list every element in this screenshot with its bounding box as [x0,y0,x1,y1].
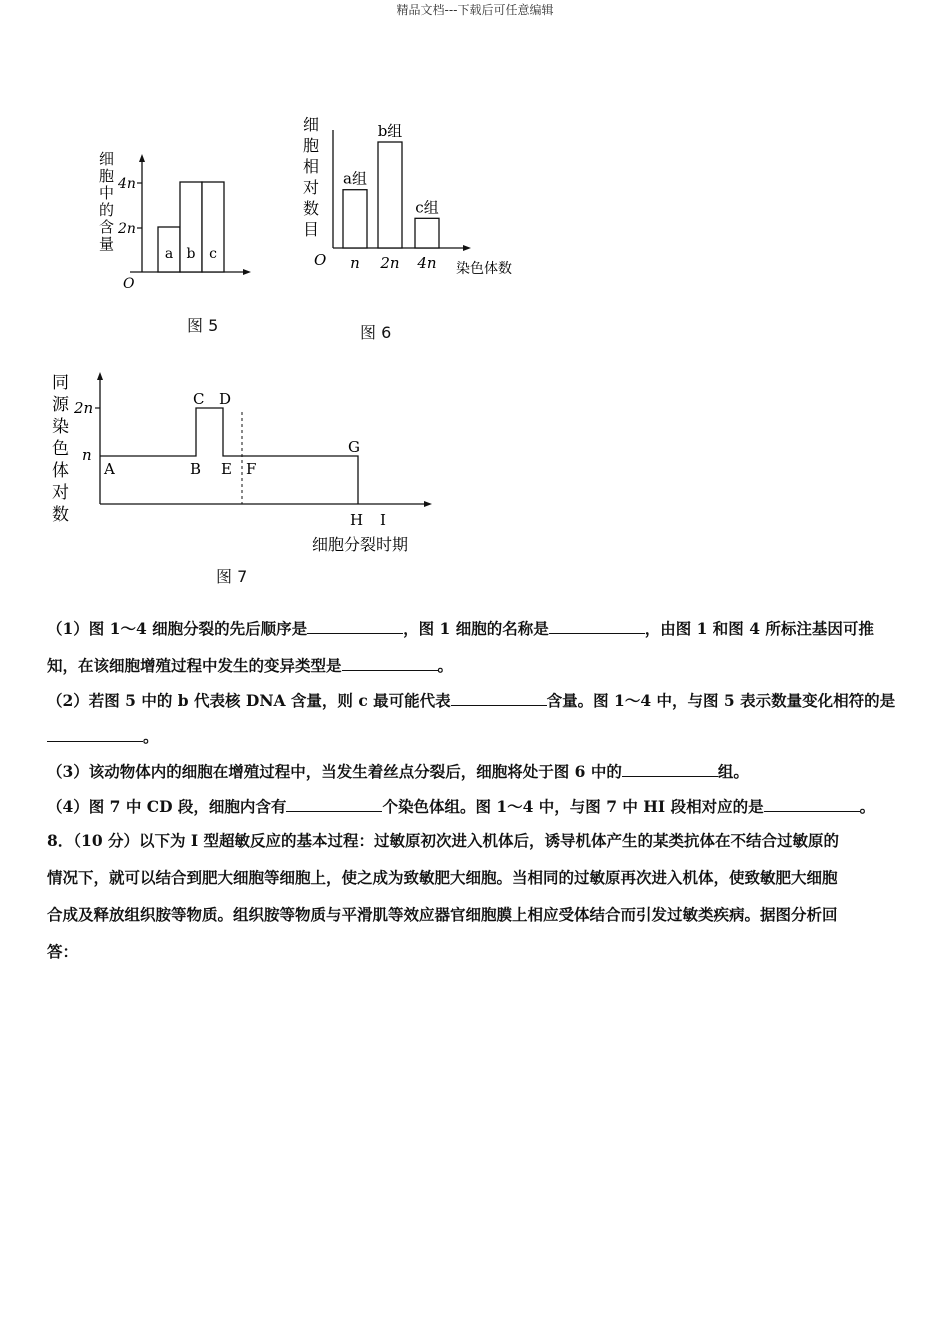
fig7-point-G: G [348,438,360,456]
fig7-point-E: E [221,460,232,478]
fig6-caption: 图 6 [360,323,392,342]
fig7-tick-n: n [82,446,92,464]
fig6-bar [378,142,402,248]
fig7-y-arrow [97,372,103,380]
fig6-bar-label: a组 [343,169,367,188]
fig5-ylabel-char: 含 [99,218,115,236]
fig7-ylabel-char: 体 [52,461,69,481]
fig6-ylabel-char: 对 [303,178,320,197]
fig5-bar-label: c [209,246,217,262]
fig7-point-A: A [104,460,115,478]
fig6-ylabel-char: 目 [303,220,320,239]
fig5-ylabel-char: 的 [99,201,115,219]
fig5-tick-2n: 2n [118,221,136,237]
fig6-bar [343,190,367,248]
question-1-line-2: 知，在该细胞增殖过程中发生的变异类型是 。 [47,656,454,675]
question-1-line-1: （1）图 1～4 细胞分裂的先后顺序是 ，图 1 细胞的名称是 ，由图 1 和图 4 所标注基因可推 [47,619,874,638]
fig7-point-D: D [219,390,232,408]
fig5-origin: O [123,276,135,292]
fig6-bar-label: b组 [377,122,403,140]
fig7-x-arrow [424,501,432,507]
fig6-origin: O [314,251,327,269]
fig5-ylabel-char: 中 [99,184,115,202]
question-2-line-1: （2）若图 5 中的 b 代表核 DNA 含量，则 c 最可能代表 含量。图 1～4 中，与图 5 表示数量变化相符的是 [47,691,896,710]
fig7-curve [100,408,358,504]
answer-blank[interactable] [342,656,438,671]
fig7-ylabel [52,373,70,525]
fig7-ylabel-char: 同 [52,373,69,393]
answer-blank[interactable] [622,762,718,777]
fig6-bar [415,218,439,248]
fig6-x-arrow [463,245,471,251]
fig6-ylabel-char: 胞 [303,136,320,155]
fig5-ylabel-char: 胞 [99,167,115,185]
fig6-xlabel: 染色体数 [456,261,512,277]
answer-blank[interactable] [549,619,645,634]
question-8-line-2: 情况下，就可以结合到肥大细胞等细胞上，使之成为致敏肥大细胞。当相同的过敏原再次进入机体，使致敏肥大细胞 [47,868,838,887]
question-4: （4）图 7 中 CD 段，细胞内含有 个染色体组。图 1～4 中，与图 7 中 HI 段相对应的是 。 [47,797,876,816]
fig5-ylabel-char: 细 [99,150,115,168]
figure-7-chart [48,368,448,563]
question-3: （3）该动物体内的细胞在增殖过程中，当发生着丝点分裂后，细胞将处于图 6 中的 组。 [47,762,749,781]
fig6-category-label: 2n [380,254,400,272]
fig6-bar-label: c组 [415,198,439,217]
answer-blank[interactable] [307,619,403,634]
figure-6-chart [298,110,533,290]
fig7-point-C: C [193,390,205,408]
fig7-ylabel-char: 对 [52,483,69,503]
answer-blank[interactable] [286,797,382,812]
fig5-bar-label: b [186,246,196,262]
fig6-category-label: n [350,254,360,272]
fig6-ylabel-char: 细 [303,115,320,134]
question-2-line-2: 。 [47,727,907,746]
fig5-ylabel [99,150,114,253]
fig6-ylabel-char: 数 [303,199,320,218]
answer-blank[interactable] [47,727,143,742]
question-8-line-4: 答： [47,942,79,961]
fig5-caption: 图 5 [187,316,219,335]
fig7-xlabel: 细胞分裂时期 [312,535,409,554]
fig7-ylabel-char: 色 [52,439,69,459]
fig7-ylabel-char: 源 [52,395,69,415]
fig5-x-arrow [243,269,251,275]
fig5-tick-4n: 4n [118,176,136,192]
fig6-category-label: 4n [417,254,437,272]
fig7-caption: 图 7 [216,567,248,586]
fig7-ylabel-char: 数 [52,505,69,525]
fig7-point-F: F [246,460,257,478]
fig7-tick-2n: 2n [74,399,94,417]
fig7-point-B: B [190,460,202,478]
page-header: 精品文档---下载后可任意编辑 [396,3,554,17]
fig6-ylabel-char: 相 [303,157,320,176]
figure-5-chart [85,150,265,295]
fig6-ylabel [303,115,319,239]
fig5-ylabel-char: 量 [99,235,115,253]
fig7-point-I: I [380,511,386,529]
fig7-ylabel-char: 染 [52,417,69,437]
question-8-line-1: 8．（10 分）以下为 I 型超敏反应的基本过程：过敏原初次进入机体后，诱导机体产生的某类抗体在不结合过敏原的 [47,831,840,850]
answer-blank[interactable] [764,797,860,812]
fig5-y-arrow [139,154,145,162]
fig5-bar-label: a [164,246,174,262]
question-8-line-3: 合成及释放组织胺等物质。组织胺等物质与平滑肌等效应器官细胞膜上相应受体结合而引发过敏类疾病。据图分析回 [47,905,838,924]
fig7-point-H: H [350,511,364,529]
answer-blank[interactable] [451,691,547,706]
